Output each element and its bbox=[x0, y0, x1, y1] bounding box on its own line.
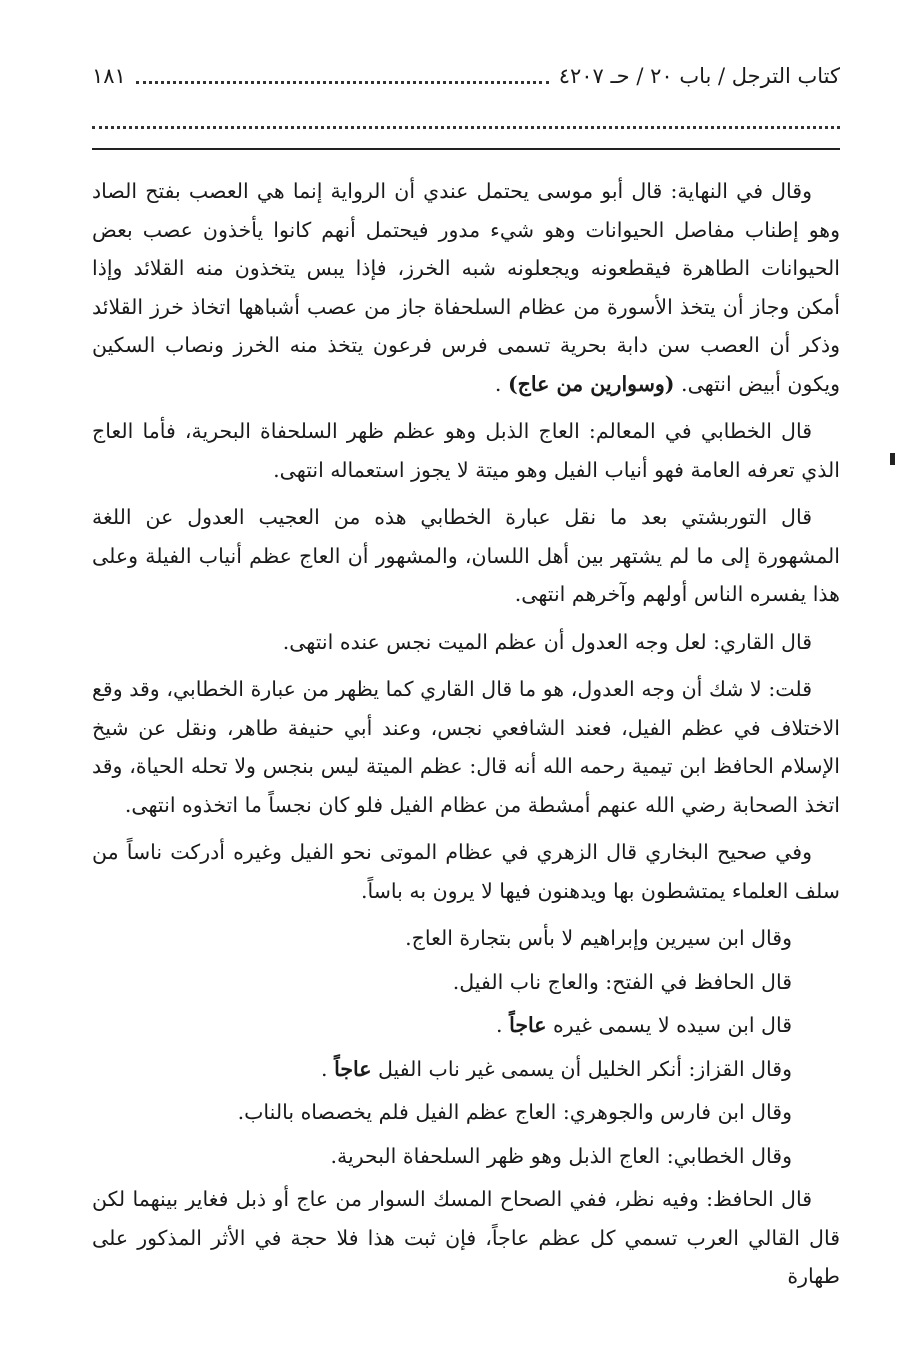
bold-word: عاجاً bbox=[334, 1056, 372, 1081]
paragraph-end-mark: . bbox=[494, 371, 502, 396]
paragraph-khattabi: قال الخطابي في المعالم: العاج الذبل وهو عظم ظهر السلحفاة البحرية، فأما العاج الذي تعرفه العامة فهو أنياب الفيل وهو ميتة لا يجوز استعماله انتهى. bbox=[92, 419, 840, 482]
quote-end-mark: . bbox=[496, 1013, 503, 1037]
page-number: ١٨١ bbox=[92, 64, 126, 88]
paragraph-qultu: قلت: لا شك أن وجه العدول، هو ما قال القاري كما يظهر من عبارة الخطابي، وقد وقع الاختلاف في عظم الفيل، فعند الشافعي نجس، وعند أبي حنيفة طاهر، ونقل عن شيخ الإسلام الحافظ ابن تيمية رحمه الله أنه قال: عظم الميتة ليس بنجس ولا تحله الحياة، وقد اتخذ الصحابة رضي الله عنهم أمشطة من عظام الفيل فلو كان نجساً ما اتخذوه انتهى. bbox=[92, 677, 840, 817]
quote-qazzaz bbox=[92, 1050, 840, 1089]
solid-separator bbox=[92, 148, 840, 150]
running-header-title: كتاب الترجل / باب ٢٠ / حـ ٤٢٠٧ bbox=[558, 64, 840, 88]
dotted-separator bbox=[92, 126, 840, 129]
paragraph-bukhari: وفي صحيح البخاري قال الزهري في عظام الموتى نحو الفيل وغيره أدركت ناساً من سلف العلماء يمتشطون بها ويدهنون فيها لا يرون به باساً. bbox=[92, 840, 840, 903]
quote-ibn-faris: وقال ابن فارس والجوهري: العاج عظم الفيل فلم يخصصاه بالناب. bbox=[237, 1100, 792, 1124]
bold-phrase: (وسوارين من عاج) bbox=[507, 371, 675, 396]
body-text bbox=[92, 172, 840, 1296]
quote-qazzaz-text: وقال القزاز: أنكر الخليل أن يسمى غير ناب الفيل bbox=[378, 1056, 792, 1081]
paragraph-turbashti: قال التوربشتي بعد ما نقل عبارة الخطابي هذه من العجيب العدول عن اللغة المشهورة إلى ما لم يشتهر بين أهل اللسان، والمشهور أن العاج عظم أنياب الفيلة وعلى هذا يفسره الناس أولهم وآخرهم انتهى. bbox=[92, 505, 840, 606]
dotted-leader bbox=[136, 81, 549, 84]
paragraph-nihaya bbox=[92, 172, 840, 403]
paragraph-hafiz: قال الحافظ: وفيه نظر، ففي الصحاح المسك السوار من عاج أو ذبل فغاير بينهما لكن قال القالي العرب تسمي كل عظم عاجاً، فإن ثبت هذا فلا حجة في الأثر المذكور على طهارة bbox=[92, 1187, 840, 1288]
bold-word: عاجاً bbox=[509, 1013, 547, 1037]
margin-mark bbox=[890, 453, 895, 465]
paragraph-nihaya-text: وقال في النهاية: قال أبو موسى يحتمل عندي أن الرواية إنما هي العصب بفتح الصاد وهو إطناب مفاصل الحيوانات وهو شيء مدور فيحتمل أنهم كانوا يأخذون عصب بعض الحيوانات الطاهرة فيقطعونه ويجعلونه شبه الخرز، فإذا يبس يتخذون منه القلائد وإذا أمكن وجاز أن يتخذ الأسورة من عظام السلحفاة جاز من عصب أشباهها اتخاذ خرز القلائد وذكر أن العصب سن دابة بحرية تسمى فرس فرعون يتخذ منه الخرز ونصاب السكين ويكون أبيض انتهى. bbox=[92, 179, 840, 396]
quote-ibn-sida-text: قال ابن سيده لا يسمى غيره bbox=[553, 1013, 792, 1037]
quote-hafiz-fath: قال الحافظ في الفتح: والعاج ناب الفيل. bbox=[452, 969, 792, 994]
quote-ibn-sirin: وقال ابن سيرين وإبراهيم لا بأس بتجارة العاج. bbox=[405, 926, 792, 950]
quote-end-mark: . bbox=[321, 1056, 328, 1081]
quote-ibn-sida bbox=[92, 1006, 840, 1045]
running-header bbox=[92, 58, 840, 94]
quote-khattabi: وقال الخطابي: العاج الذبل وهو ظهر السلحفاة البحرية. bbox=[330, 1143, 792, 1168]
paragraph-qari: قال القاري: لعل وجه العدول أن عظم الميت نجس عنده انتهى. bbox=[282, 629, 812, 654]
